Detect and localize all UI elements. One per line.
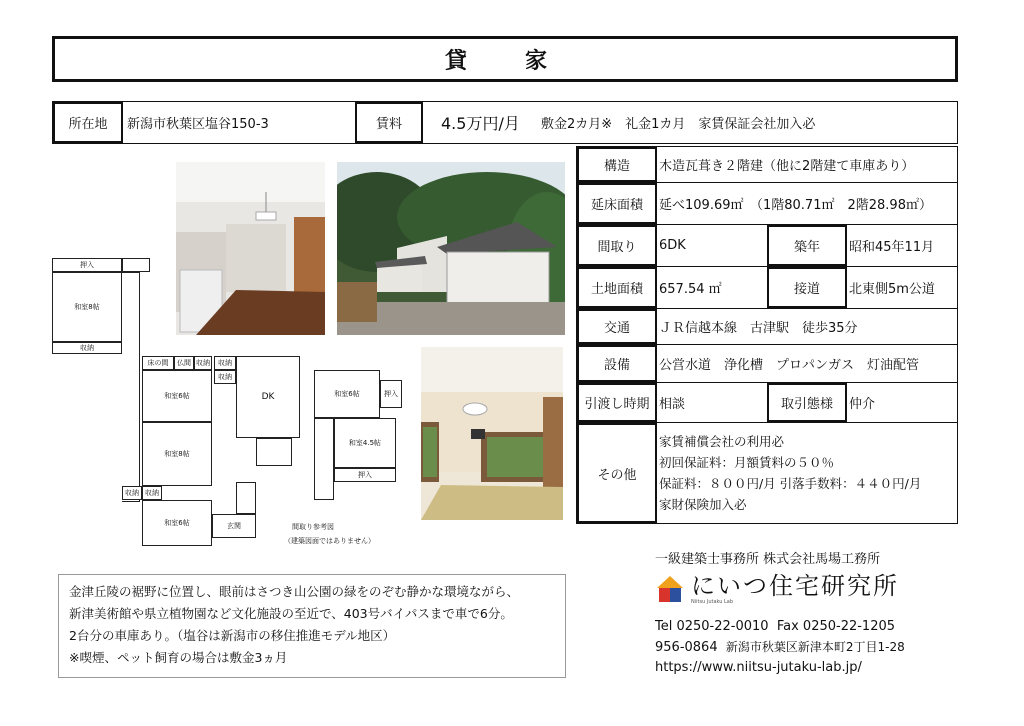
company-logo xyxy=(655,573,955,605)
other-label: その他 xyxy=(577,423,657,523)
company-fax: Fax 0250-22-1205 xyxy=(776,619,896,634)
other-line-3: 保証料：８００円/月 引落手数料：４４０円/月 xyxy=(659,476,922,491)
fp-shuno-b: 収納 xyxy=(194,356,212,370)
fp-shuno-c: 収納 xyxy=(214,356,236,370)
spec-row-structure xyxy=(577,147,957,183)
fp-corridor-stub xyxy=(122,258,150,272)
floor-area-label: 延床面積 xyxy=(577,183,657,224)
land-area-value: 657.54 ㎡ xyxy=(659,282,722,297)
fp-shuno-f: 収納 xyxy=(142,486,162,500)
fp-bath xyxy=(256,438,292,466)
rent-label: 賃料 xyxy=(355,102,423,143)
company-url[interactable]: https://www.niitsu-jutaku-lab.jp/ xyxy=(655,660,862,675)
deal-type-value: 仲介 xyxy=(849,397,876,412)
fp-hall-left xyxy=(122,272,140,502)
description-line-3: 2台分の車庫あり。（塩谷は新潟市の移住推進モデル地区） xyxy=(69,628,396,643)
fp-washitsu6-2f: 和室6帖 xyxy=(314,370,380,418)
fp-shuno-a: 収納 xyxy=(52,342,122,354)
other-line-4: 家財保険加入必 xyxy=(659,497,747,512)
fp-washitsu45: 和室4.5帖 xyxy=(334,418,396,468)
spec-row-layout xyxy=(577,225,957,267)
fp-oshiire-2f-a: 押入 xyxy=(380,380,402,408)
structure-value: 木造瓦葺き２階建（他に2階建て車庫あり） xyxy=(659,159,915,174)
description-line-4: ※喫煙、ペット飼育の場合は敷金3ヵ月 xyxy=(69,650,288,665)
fp-tokonoma: 床の間 xyxy=(142,356,174,370)
company-postal: 956-0864 xyxy=(655,640,718,655)
logo-subtext: Niitsu Jutaku Lab xyxy=(691,599,734,605)
fp-shuno-d: 収納 xyxy=(214,370,236,384)
structure-label: 構造 xyxy=(577,147,657,182)
logo-text: にいつ住宅研究所 xyxy=(691,572,899,600)
handover-label: 引渡し時期 xyxy=(577,383,657,422)
fp-washitsu8-b: 和室8帖 xyxy=(142,422,212,486)
spec-row-other xyxy=(577,423,957,523)
other-line-1: 家賃補償会社の利用必 xyxy=(659,434,785,449)
built-value: 昭和45年11月 xyxy=(849,240,935,255)
location-label: 所在地 xyxy=(53,102,123,143)
fp-genkan: 玄関 xyxy=(212,514,256,538)
other-line-2: 初回保証料：月額賃料の５０％ xyxy=(659,455,835,470)
layout-value: 6DK xyxy=(659,238,686,253)
handover-value: 相談 xyxy=(659,397,686,412)
fp-washitsu6-a: 和室6帖 xyxy=(142,370,212,422)
spec-row-facilities xyxy=(577,345,957,383)
land-area-label: 土地面積 xyxy=(577,267,657,308)
page-title-box xyxy=(52,36,958,82)
facilities-value: 公営水道 浄化槽 プロパンガス 灯油配管 xyxy=(659,358,920,373)
fp-washitsu8-a: 和室8帖 xyxy=(52,272,122,342)
rent-amount: 4.5万円/月 xyxy=(441,114,520,133)
road-label: 接道 xyxy=(767,267,847,308)
fp-shuno-e: 収納 xyxy=(122,486,142,500)
fp-oshiire-2f-b: 押入 xyxy=(334,468,396,482)
fp-oshiire-top: 押入 xyxy=(52,258,122,272)
transport-label: 交通 xyxy=(577,309,657,344)
description-line-1: 金津丘陵の裾野に位置し、眼前はさつき山公園の緑をのぞむ静かな環境ながら、 xyxy=(69,584,520,599)
location-rent-row xyxy=(52,101,958,144)
fp-washitsu6-b: 和室6帖 xyxy=(142,500,212,546)
deal-type-label: 取引態様 xyxy=(767,383,847,422)
company-address: 新潟市秋葉区新津本町2丁目1-28 xyxy=(725,640,905,654)
spec-row-floor-area xyxy=(577,183,957,225)
spec-table xyxy=(576,146,958,524)
rent-terms: 敷金2カ月※ 礼金1カ月 家賃保証会社加入必 xyxy=(541,117,816,132)
fp-butsuma: 仏間 xyxy=(174,356,194,370)
company-name: 一級建築士事務所 株式会社馬場工務所 xyxy=(655,552,881,567)
company-tel: Tel 0250-22-0010 xyxy=(655,619,769,634)
tatami-room-photo xyxy=(421,347,563,520)
fp-note-line1: 間取り参考図 xyxy=(292,523,334,531)
built-label: 築年 xyxy=(767,225,847,266)
layout-label: 間取り xyxy=(577,225,657,266)
other-lines xyxy=(659,423,921,523)
company-contact xyxy=(655,617,955,678)
page-title: 貸 家 xyxy=(444,48,565,74)
spec-row-handover xyxy=(577,383,957,423)
description-box xyxy=(58,574,566,678)
spec-row-land xyxy=(577,267,957,309)
floor-area-value: 延べ109.69㎡ （1階80.71㎡ 2階28.98㎡） xyxy=(659,198,932,213)
tatami-room-photo-art xyxy=(421,347,563,520)
location-value: 新潟市秋葉区塩谷150-3 xyxy=(127,117,269,132)
facilities-label: 設備 xyxy=(577,345,657,382)
fp-toilet xyxy=(236,482,256,514)
house-logo-icon xyxy=(655,574,685,604)
fp-dk: DK xyxy=(236,356,300,438)
fp-note-line2: （建築図面ではありません） xyxy=(284,537,375,545)
fp-hall-2f xyxy=(314,418,334,500)
description-line-2: 新津美術館や県立植物園など文化施設の至近で、403号バイパスまで車で6分。 xyxy=(69,606,513,621)
transport-value: ＪＲ信越本線 古津駅 徒歩35分 xyxy=(659,321,858,336)
company-block xyxy=(655,548,955,678)
road-value: 北東側5m公道 xyxy=(849,282,935,297)
spec-row-transport xyxy=(577,309,957,345)
floor-plan xyxy=(52,256,402,551)
